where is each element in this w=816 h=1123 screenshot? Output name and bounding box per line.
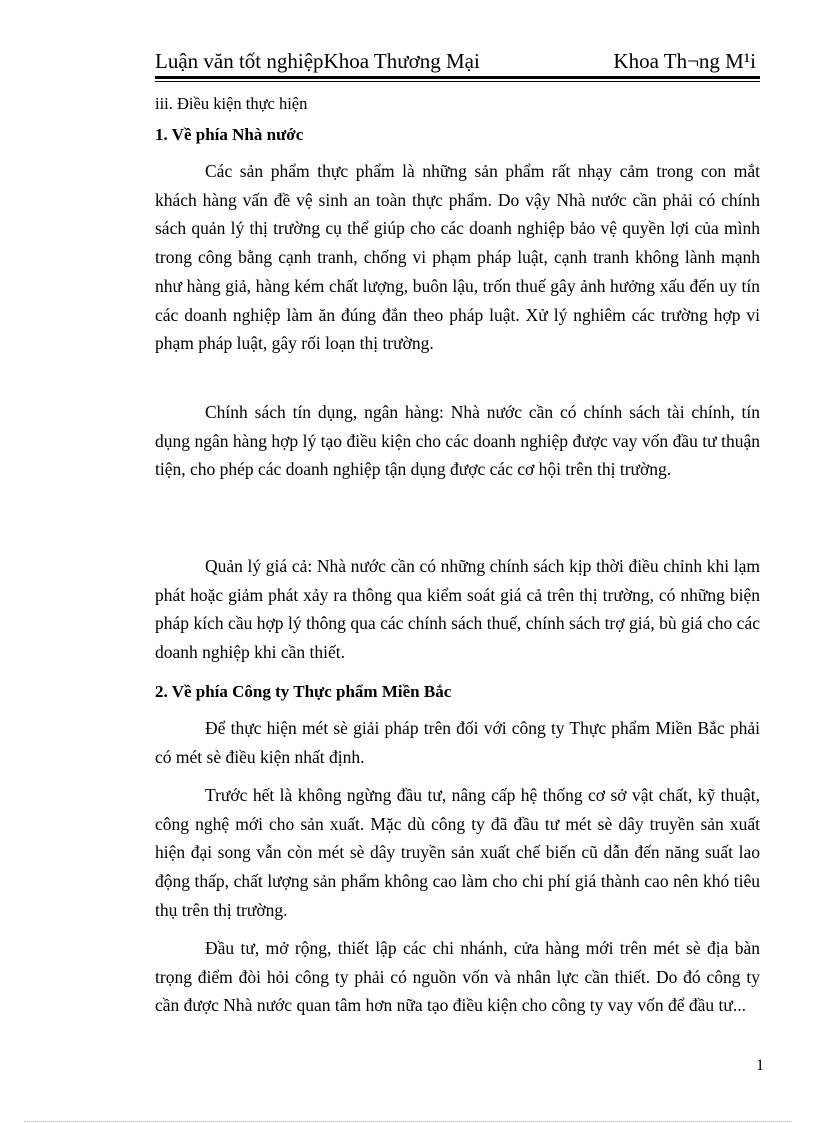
header-rule-thin — [155, 81, 760, 82]
section2-paragraph-1: Để thực hiện mét sè giải pháp trên đối với công ty Thực phẩm Miền Bắc phải có mét sè điều kiện nhất định. — [155, 718, 760, 767]
section2-paragraph-2: Trước hết là không ngừng đầu tư, nâng cấp hệ thống cơ sở vật chất, kỹ thuật, công nghệ mới cho sản xuất. Mặc dù công ty đã đầu tư mét sè dây truyền sản xuất hiện đại song vẫn còn mét sè dây truyền sản xuất chế biến cũ dẫn đến năng suất lao động thấp, chất lượng sản phẩm không cao làm cho chi phí giá thành cao nên khó tiêu thụ trên thị trường. — [155, 785, 760, 920]
page-number: 1 — [756, 1057, 764, 1074]
section1-title: 1. Về phía Nhà nước — [155, 125, 304, 144]
section2-paragraph-3: Đầu tư, mở rộng, thiết lập các chi nhánh, cửa hàng mới trên mét sè địa bàn trọng điểm đòi hỏi công ty phải có nguồn vốn và nhân lực cần thiết. Do đó công ty cần được Nhà nước quan tâm hơn nữa tạo điều kiện cho công ty vay vốn để đầu tư... — [155, 938, 760, 1016]
header-rule-thick — [155, 76, 760, 79]
page-header — [155, 46, 760, 76]
header-right-text: Khoa Th¬ng M¹i — [613, 49, 756, 73]
page-bottom-border — [24, 1121, 792, 1122]
section1-paragraph-1: Các sản phẩm thực phẩm là những sản phẩm rất nhạy cảm trong con mắt khách hàng vấn đề vệ sinh an toàn thực phẩm. Do vậy Nhà nước cần phải có chính sách quản lý thị trường cụ thể giúp cho các doanh nghiệp bảo vệ quyền lợi của mình trong công bằng cạnh tranh, chống vi phạm pháp luật, cạnh tranh không lành mạnh như hàng giả, hàng kém chất lượng, buôn lậu, trốn thuế gây ảnh hưởng xấu đến uy tín các doanh nghiệp làm ăn đúng đắn theo pháp luật. Xử lý nghiêm các trường hợp vi phạm pháp luật, gây rối loạn thị trường. — [155, 161, 760, 354]
section1-paragraph-3: Quản lý giá cả: Nhà nước cần có những chính sách kịp thời điều chỉnh khi lạm phát hoặc giảm phát xảy ra thông qua kiểm soát giá cả trên thị trường, có những biện pháp kích cầu hợp lý thông qua các chính sách thuế, chính sách trợ giá, bù giá cho các doanh nghiệp khi cần thiết. — [155, 556, 760, 663]
section2-title: 2. Về phía Công ty Thực phẩm Miền Bắc — [155, 682, 452, 701]
section1-paragraph-2: Chính sách tín dụng, ngân hàng: Nhà nước cần có chính sách tài chính, tín dụng ngân hàng hợp lý tạo điều kiện cho các doanh nghiệp được vay vốn đầu tư thuận tiện, cho phép các doanh nghiệp tận dụng được các cơ hội trên thị trường. — [155, 402, 760, 480]
section-label: iii. Điều kiện thực hiện — [155, 94, 308, 113]
header-left-text: Luận văn tốt nghiệpKhoa Thương Mại — [155, 49, 480, 73]
